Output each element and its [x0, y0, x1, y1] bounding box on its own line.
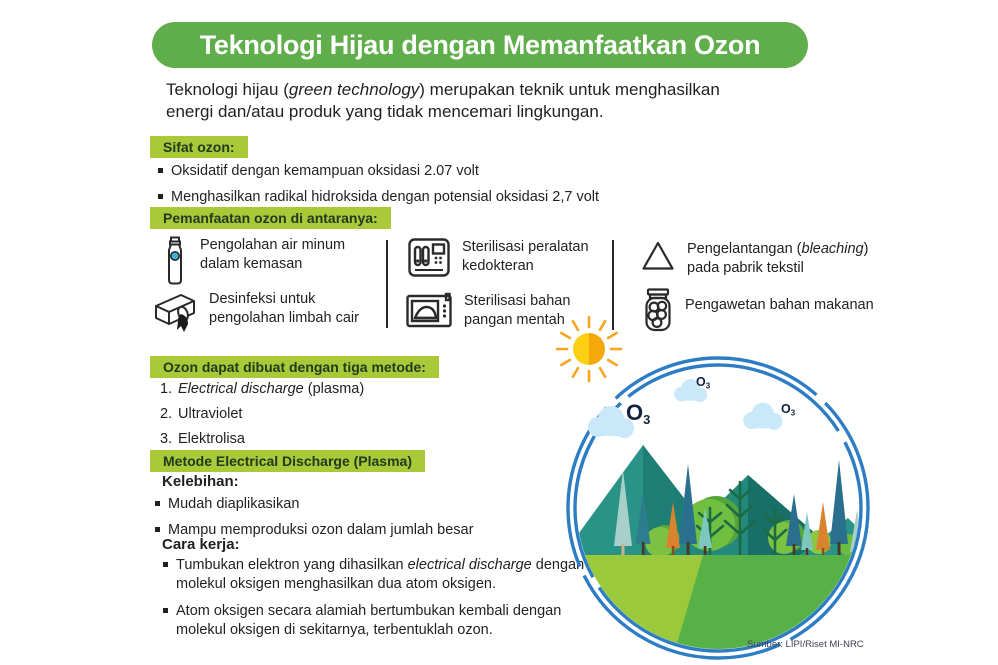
list-number: 2.: [160, 406, 173, 422]
list-item-italic: Electrical discharge: [178, 381, 304, 397]
section-label-plasma: Metode Electrical Discharge (Plasma): [150, 450, 425, 472]
ozone-earth-illustration: [548, 312, 893, 664]
kelebihan-heading: Kelebihan:: [162, 473, 239, 490]
intro-text-2: ) merupakan teknik untuk menghasilkan energi dan/atau produk yang tidak mencemari lingkungan.: [166, 80, 720, 122]
cloud-icon: [588, 379, 782, 438]
intro-text: Teknologi hijau (: [166, 80, 289, 99]
use-item-tekstil: [641, 240, 891, 278]
use-item-text: Pengawetan bahan makanan: [685, 297, 874, 313]
use-item-text: Desinfeksi untuk pengolahan limbah cair: [209, 291, 359, 326]
list-item: [163, 556, 611, 593]
section-label-tiga-metode: Ozon dapat dibuat dengan tiga metode:: [150, 356, 439, 378]
list-item: Mudah diaplikasikan: [155, 495, 575, 514]
use-item-italic: bleaching: [801, 241, 864, 257]
intro-italic: green technology: [288, 80, 420, 99]
sifat-ozon-list: [158, 162, 678, 213]
list-item-text: Tumbukan elektron yang dihasilkan: [176, 557, 408, 573]
list-item: Menghasilkan radikal hidroksida dengan potensial oksidasi 2,7 volt: [158, 188, 678, 207]
use-item-label: [687, 240, 887, 278]
list-item: [160, 406, 364, 422]
use-item-text: Pengelantangan (: [687, 241, 802, 257]
section-label-pemanfaatan: Pemanfaatan ozon di antaranya:: [150, 207, 391, 229]
list-item: Oksidatif dengan kemampuan oksidasi 2.07 volt: [158, 162, 678, 181]
use-item-text: Pengolahan air minum dalam kemasan: [200, 237, 346, 272]
o3-label-small: $O_3$: [781, 402, 796, 418]
list-item-text: Atom oksigen secara alamiah bertumbukan kembali dengan molekul oksigen di sekitarnya, terbentuklah ozon.: [176, 603, 562, 638]
use-item-air-minum: [162, 236, 382, 291]
use-item-label: [462, 238, 608, 276]
list-number: 1.: [160, 381, 173, 397]
o3-label-large: O3: [626, 400, 651, 427]
page-title: Teknologi Hijau dengan Memanfaatkan Ozon: [152, 22, 808, 68]
list-item-text: Ultraviolet: [178, 406, 243, 422]
cara-kerja-list: [163, 556, 611, 646]
landscape: [563, 445, 886, 664]
list-item: [163, 602, 611, 639]
list-item-text-2: dengan molekul oksigen menghasilkan dua atom oksigen.: [176, 557, 585, 592]
water-bottle-icon: [162, 236, 188, 291]
list-item: Mampu memproduksi ozon dalam jumlah besar: [155, 521, 575, 540]
waste-pipe-icon: [153, 290, 197, 339]
use-item-kedokteran: [408, 238, 608, 283]
list-item: [160, 381, 364, 397]
cara-kerja-heading: Cara kerja:: [162, 536, 240, 553]
use-item-label: [209, 290, 388, 328]
use-item-limbah: [153, 290, 388, 339]
metode-list: [160, 381, 364, 456]
use-item-text-2: ) pada pabrik tekstil: [687, 241, 869, 276]
list-item: [160, 431, 364, 447]
list-item-text: Elektrolisa: [178, 431, 245, 447]
source-credit: Sumber: LIPI/Riset MI-NRC: [747, 639, 864, 650]
triangle-icon: [641, 240, 675, 277]
o3-label-small: $O_3$: [696, 375, 711, 391]
list-item-text: (plasma): [303, 381, 365, 397]
list-item-italic: electrical discharge: [407, 557, 532, 573]
sterilizer-icon: [408, 238, 450, 283]
use-item-text: Sterilisasi peralatan kedokteran: [462, 239, 589, 274]
oven-icon: [406, 292, 452, 335]
intro-paragraph: [166, 79, 766, 124]
use-item-label: [200, 236, 360, 274]
section-label-sifat-ozon: Sifat ozon:: [150, 136, 248, 158]
list-number: 3.: [160, 431, 173, 447]
use-item-text: Sterilisasi bahan pangan mentah: [464, 293, 571, 328]
